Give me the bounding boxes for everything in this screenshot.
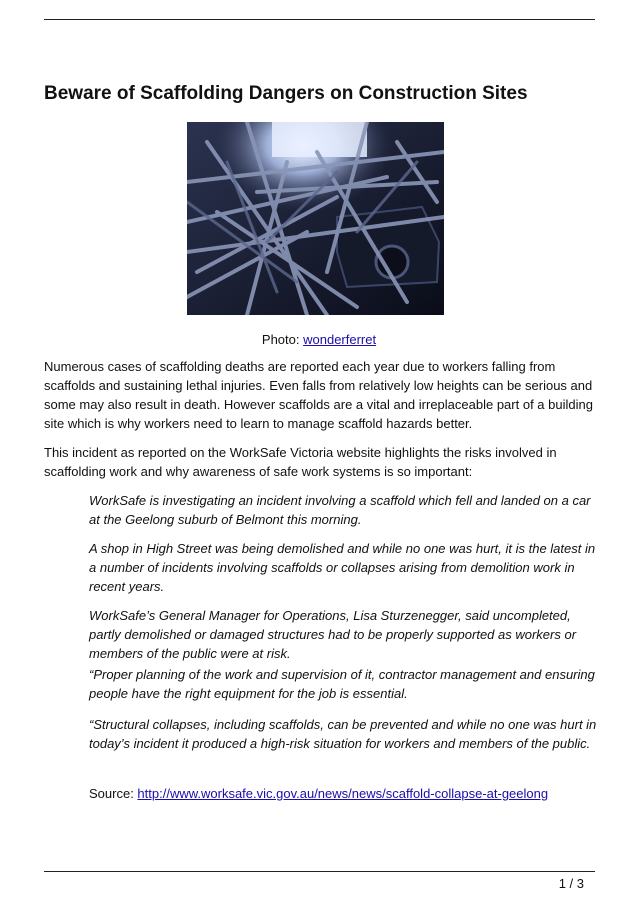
footer-rule [44,871,595,872]
scaffolding-photo [187,122,444,315]
quote-paragraph: WorkSafe is investigating an incident involving a scaffold which fell and landed on a car at the Geelong suburb of Belmont this morning. [89,493,591,527]
intro-paragraph: Numerous cases of scaffolding deaths are reported each year due to workers falling from scaffolds and sustaining lethal injuries. Even falls from relatively low heights can be serious and some may also result in death. However scaffolds are a vital and irreplaceable part of a building site which is why workers need to learn to manage scaffold hazards better. [44,359,593,431]
photographer-link[interactable]: wonderferret [303,332,377,347]
incident-paragraph: This incident as reported on the WorkSafe Victoria website highlights the risks involved in scaffolding work and why awareness of safe work systems is so important: [44,445,557,479]
quote-paragraph: A shop in High Street was being demolished and while no one was hurt, it is the latest in a number of incidents involving scaffolds or collapses arising from demolition work in recent years. [89,541,596,594]
article-title: Beware of Scaffolding Dangers on Construction Sites [44,83,528,104]
photo-caption [0,332,638,347]
page-number: 1 / 3 [558,876,584,891]
quote-paragraph: WorkSafe’s General Manager for Operations, Lisa Sturzenegger, said uncompleted, partly demolished or damaged structures had to be properly supported as workers or members of the public were at risk. [89,608,577,661]
source-line [89,784,548,803]
quote-paragraph: “Structural collapses, including scaffolds, can be prevented and while no one was hurt in today’s incident it produced a high-risk situation for workers and members of the public. [89,717,597,751]
source-prefix: Source: [89,786,138,801]
quote-paragraph: “Proper planning of the work and supervision of it, contractor management and ensuring people have the right equipment for the job is essential. [89,667,595,701]
caption-prefix: Photo: [261,332,304,347]
source-link[interactable]: http://www.worksafe.vic.gov.au/news/news/scaffold-collapse-at-geelong [137,786,549,801]
header-rule [44,19,595,20]
